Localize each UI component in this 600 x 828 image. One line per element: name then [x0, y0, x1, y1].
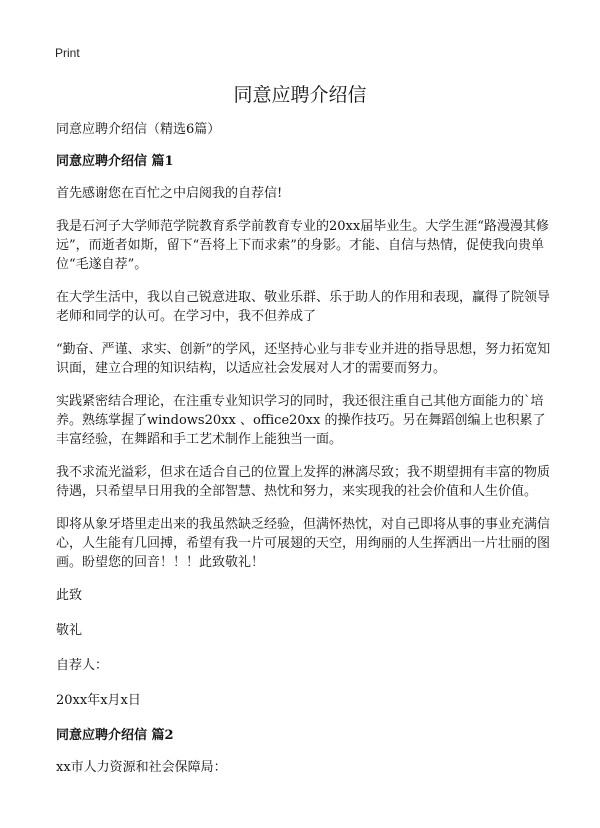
salute-line: 敬礼 [56, 623, 83, 638]
date-line: 20xx年x月x日 [56, 693, 141, 708]
addressee-line: xx市人力资源和社会保障局： [56, 760, 227, 775]
paragraph: 我不求流光溢彩，但求在适合自己的位置上发挥的淋漓尽致；我不期望拥有丰富的物质待遇，只希望早日用我的全部智慧、热忱和努力，来实现我的社会价值和人生价值。 [56, 465, 551, 499]
paragraph: 首先感谢您在百忙之中启阅我的自荐信! [56, 186, 283, 201]
paragraph: 实践紧密结合理论，在注重专业知识学习的同时，我还很注重自己其他方面能力的`培养。熟练掌握了windows20xx 、office20xx 的操作技巧。另在舞蹈创编上也积累了丰富经验，在舞蹈和手工艺术制作上能独当一面。 [56, 394, 546, 447]
print-label: Print [55, 46, 80, 60]
document-subtitle: 同意应聘介绍信（精选6篇） [56, 122, 221, 137]
section-heading-1: 同意应聘介绍信 篇1 [56, 154, 174, 169]
paragraph: 在大学生活中，我以自己锐意进取、敬业乐群、乐于助人的作用和表现，赢得了院领导老师和同学的认可。在学习中，我不但养成了 [56, 290, 551, 324]
document-title: 同意应聘介绍信 [233, 84, 367, 106]
document-body [56, 120, 552, 791]
paragraph: 即将从象牙塔里走出来的我虽然缺乏经验，但满怀热忱，对自己即将从事的事业充满信心，人生能有几回搏，希望有我一片可展翅的天空，用绚丽的人生挥洒出一片壮丽的图画。盼望您的回音！！！此致敬礼！ [56, 517, 551, 570]
closing-line: 此致 [56, 588, 83, 603]
paragraph: “勤奋、严谨、求实、创新”的学风，还坚持心业与非专业并进的指导思想，努力拓宽知识面，建立合理的知识结构，以适应社会发展对人才的需要而努力。 [56, 342, 551, 376]
section-heading-2: 同意应聘介绍信 篇2 [56, 728, 174, 743]
signature-line: 自荐人： [56, 658, 109, 673]
paragraph: 我是石河子大学师范学院教育系学前教育专业的20xx届毕业生。大学生涯“路漫漫其修远”，而逝者如斯，留下“吾将上下而求索”的身影。才能、自信与热情，促使我向贵单位“毛遂自荐”。 [56, 219, 549, 272]
